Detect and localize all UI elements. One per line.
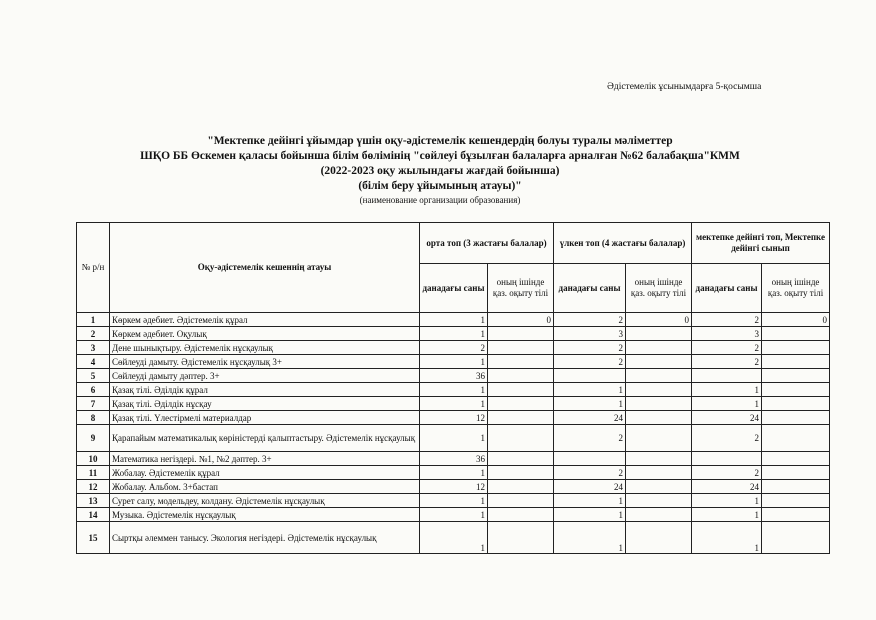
count-preschool: 3: [692, 327, 762, 341]
count-senior: 1: [554, 508, 626, 522]
row-number: 4: [77, 355, 110, 369]
count-middle: 2: [420, 341, 488, 355]
kaz-preschool: [762, 508, 830, 522]
count-senior: 2: [554, 466, 626, 480]
kaz-senior: [626, 383, 692, 397]
kaz-preschool: [762, 425, 830, 452]
row-name: Көркем әдебиет. Әдістемелік құрал: [110, 313, 420, 327]
kaz-senior: [626, 355, 692, 369]
kaz-middle: [488, 355, 554, 369]
kaz-middle: [488, 452, 554, 466]
kaz-preschool: 0: [762, 313, 830, 327]
count-senior: 2: [554, 425, 626, 452]
table-row: [77, 494, 830, 508]
header-number: № р/н: [77, 223, 110, 313]
kaz-middle: 0: [488, 313, 554, 327]
count-middle: 36: [420, 369, 488, 383]
count-senior: 1: [554, 383, 626, 397]
count-senior: 2: [554, 341, 626, 355]
count-middle: 1: [420, 466, 488, 480]
count-middle: 1: [420, 522, 488, 554]
row-name: Музыка. Әдістемелік нұсқаулық: [110, 508, 420, 522]
kaz-preschool: [762, 355, 830, 369]
row-name: Қазақ тілі. Әділдік нұсқау: [110, 397, 420, 411]
count-senior: [554, 369, 626, 383]
count-preschool: 2: [692, 313, 762, 327]
kaz-senior: [626, 466, 692, 480]
header-kaz-2: оның ішінде қаз. оқыту тілі: [626, 264, 692, 313]
row-number: 10: [77, 452, 110, 466]
row-name: Жобалау. Альбом. 3+бастап: [110, 480, 420, 494]
count-preschool: 24: [692, 411, 762, 425]
kaz-preschool: [762, 452, 830, 466]
title-line-3: (2022-2023 оқу жылындағы жағдай бойынша): [320, 165, 560, 177]
table-row: [77, 397, 830, 411]
count-middle: 1: [420, 383, 488, 397]
count-middle: 12: [420, 411, 488, 425]
table-row: [77, 425, 830, 452]
count-senior: 24: [554, 411, 626, 425]
row-name: Сөйлеуді дамыту. Әдістемелік нұсқаулық 3+: [110, 355, 420, 369]
kaz-preschool: [762, 411, 830, 425]
header-group-preschool: мектепке дейінгі топ, Мектепке дейінгі сынып: [692, 223, 830, 264]
count-preschool: [692, 452, 762, 466]
row-name: Жобалау. Әдістемелік құрал: [110, 466, 420, 480]
count-middle: 1: [420, 355, 488, 369]
appendix-label: Әдістемелік ұсынымдарға 5-қосымша: [607, 82, 762, 92]
kaz-senior: [626, 425, 692, 452]
count-senior: 1: [554, 397, 626, 411]
header-name: Оқу-әдістемелік кешеннің атауы: [110, 223, 420, 313]
table-row: [77, 327, 830, 341]
kaz-preschool: [762, 369, 830, 383]
count-preschool: 1: [692, 383, 762, 397]
kaz-middle: [488, 327, 554, 341]
count-preschool: 24: [692, 480, 762, 494]
kaz-preschool: [762, 494, 830, 508]
kaz-middle: [488, 341, 554, 355]
kaz-senior: [626, 494, 692, 508]
table-body: [77, 313, 830, 554]
count-senior: [554, 452, 626, 466]
table-row: [77, 466, 830, 480]
count-preschool: 2: [692, 466, 762, 480]
header-count-1: данадағы саны: [420, 264, 488, 313]
kaz-senior: [626, 508, 692, 522]
count-preschool: 1: [692, 397, 762, 411]
count-preschool: 1: [692, 494, 762, 508]
kaz-middle: [488, 508, 554, 522]
row-number: 1: [77, 313, 110, 327]
count-preschool: 1: [692, 508, 762, 522]
kaz-middle: [488, 425, 554, 452]
count-middle: 1: [420, 313, 488, 327]
table-row: [77, 313, 830, 327]
count-middle: 1: [420, 494, 488, 508]
row-number: 5: [77, 369, 110, 383]
table-row: [77, 522, 830, 554]
kaz-preschool: [762, 397, 830, 411]
count-middle: 1: [420, 425, 488, 452]
table-row: [77, 508, 830, 522]
kaz-preschool: [762, 327, 830, 341]
kaz-senior: [626, 369, 692, 383]
kaz-preschool: [762, 341, 830, 355]
count-preschool: 2: [692, 425, 762, 452]
kaz-middle: [488, 480, 554, 494]
kaz-preschool: [762, 466, 830, 480]
row-number: 11: [77, 466, 110, 480]
kaz-senior: 0: [626, 313, 692, 327]
row-name: Сөйлеуді дамыту дәптер. 3+: [110, 369, 420, 383]
kaz-middle: [488, 522, 554, 554]
count-middle: 36: [420, 452, 488, 466]
count-middle: 12: [420, 480, 488, 494]
row-name: Математика негіздері. №1, №2 дәптер. 3+: [110, 452, 420, 466]
count-senior: 1: [554, 522, 626, 554]
count-preschool: 2: [692, 355, 762, 369]
kaz-senior: [626, 397, 692, 411]
kaz-senior: [626, 452, 692, 466]
row-name: Сыртқы әлеммен танысу. Экология негіздері. Әдістемелік нұсқаулық: [110, 522, 420, 554]
row-number: 14: [77, 508, 110, 522]
table-row: [77, 341, 830, 355]
kaz-senior: [626, 341, 692, 355]
table-row: [77, 480, 830, 494]
row-number: 15: [77, 522, 110, 554]
table-row: [77, 452, 830, 466]
title-line-1: "Мектепке дейінгі ұйымдар үшін оқу-әдістемелік кешендердің болуы туралы мәліметтер: [207, 135, 673, 147]
count-preschool: 2: [692, 341, 762, 355]
kaz-middle: [488, 494, 554, 508]
count-senior: 2: [554, 355, 626, 369]
kaz-middle: [488, 466, 554, 480]
count-senior: 2: [554, 313, 626, 327]
row-number: 3: [77, 341, 110, 355]
count-senior: 3: [554, 327, 626, 341]
row-name: Қарапайым математикалық көріністерді қалыптастыру. Әдістемелік нұсқаулық: [110, 425, 420, 452]
row-number: 6: [77, 383, 110, 397]
row-number: 8: [77, 411, 110, 425]
kaz-senior: [626, 522, 692, 554]
kaz-middle: [488, 411, 554, 425]
count-senior: 24: [554, 480, 626, 494]
kaz-middle: [488, 397, 554, 411]
kaz-middle: [488, 369, 554, 383]
row-name: Қазақ тілі. Әділдік құрал: [110, 383, 420, 397]
row-number: 12: [77, 480, 110, 494]
kaz-senior: [626, 411, 692, 425]
count-preschool: [692, 369, 762, 383]
count-middle: 1: [420, 508, 488, 522]
title-line-4: (білім беру ұйымының атауы)": [358, 180, 522, 192]
count-middle: 1: [420, 327, 488, 341]
header-group-senior: үлкен топ (4 жастағы балалар): [554, 223, 692, 264]
row-name: Қазақ тілі. Үлестірмелі материалдар: [110, 411, 420, 425]
table-row: [77, 411, 830, 425]
count-preschool: 1: [692, 522, 762, 554]
row-name: Сурет салу, модельдеу, колдану. Әдістемелік нұсқаулық: [110, 494, 420, 508]
row-number: 7: [77, 397, 110, 411]
header-kaz-1: оның ішінде қаз. оқыту тілі: [488, 264, 554, 313]
document-title: [100, 134, 780, 194]
table-row: [77, 369, 830, 383]
kaz-middle: [488, 383, 554, 397]
row-name: Дене шынықтыру. Әдістемелік нұсқаулық: [110, 341, 420, 355]
row-name: Көркем әдебиет. Оқулық: [110, 327, 420, 341]
header-kaz-3: оның ішінде қаз. оқыту тілі: [762, 264, 830, 313]
row-number: 13: [77, 494, 110, 508]
row-number: 9: [77, 425, 110, 452]
kaz-preschool: [762, 522, 830, 554]
table-row: [77, 383, 830, 397]
row-number: 2: [77, 327, 110, 341]
table-row: [77, 355, 830, 369]
kaz-preschool: [762, 383, 830, 397]
header-group-middle: орта топ (3 жастағы балалар): [420, 223, 554, 264]
kaz-preschool: [762, 480, 830, 494]
header-count-2: данадағы саны: [554, 264, 626, 313]
kaz-senior: [626, 480, 692, 494]
count-middle: 1: [420, 397, 488, 411]
title-line-2: ШҚО ББ Өскемен қаласы бойынша білім бөлімінің "сөйлеуі бұзылған балаларға арналған №62 балабақша"КММ: [140, 150, 740, 162]
header-count-3: данадағы саны: [692, 264, 762, 313]
title-subtitle: (наименование организации образования): [359, 195, 521, 205]
kaz-senior: [626, 327, 692, 341]
count-senior: 1: [554, 494, 626, 508]
methodical-kits-table: [76, 222, 830, 554]
